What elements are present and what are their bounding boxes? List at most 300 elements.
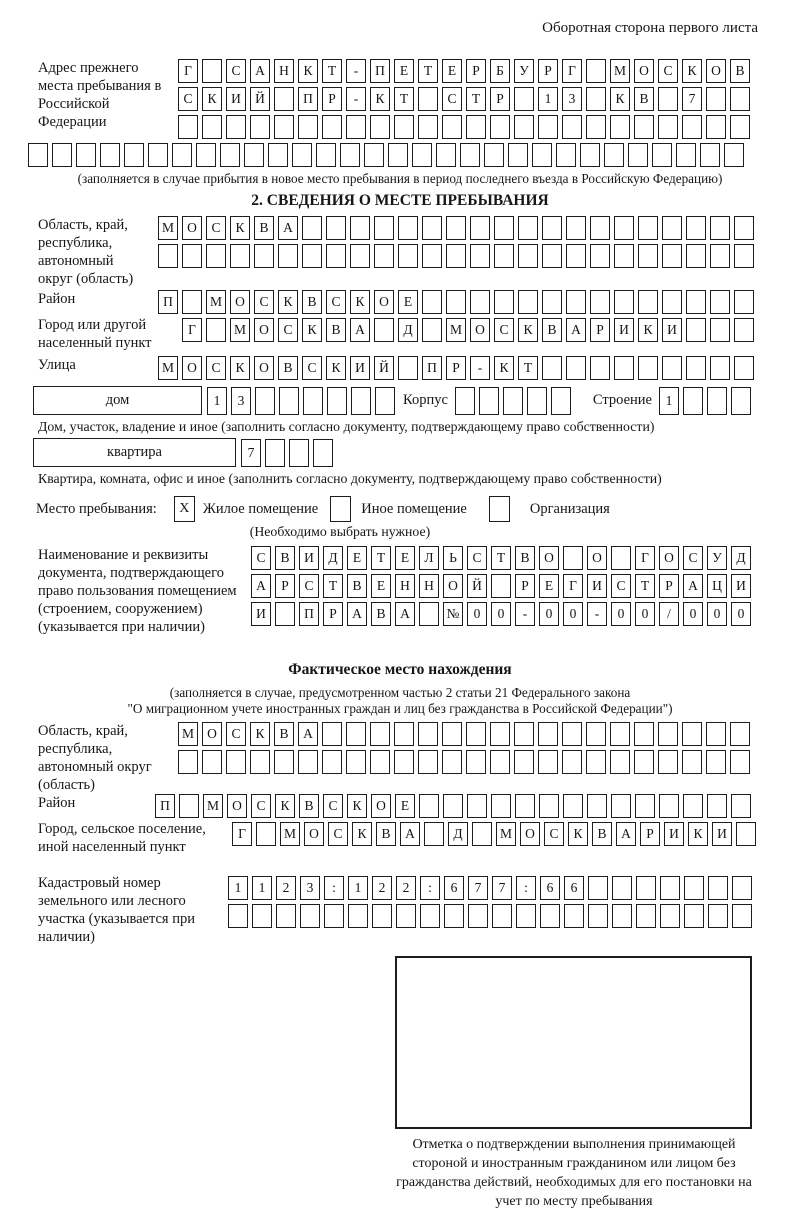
char-cell [468,904,488,928]
char-cell: А [251,574,271,598]
char-cell: У [707,546,727,570]
stay-street-group [0,356,800,380]
char-cell [179,794,199,818]
char-cell: М [178,722,198,746]
char-cell: 3 [562,87,582,111]
char-cell: О [254,318,274,342]
house-box-label: дом [33,386,202,415]
char-cell: С [226,59,246,83]
char-cell [682,750,702,774]
char-cell: О [587,546,607,570]
char-cell [374,244,394,268]
char-cell [422,244,442,268]
char-cell: Г [635,546,655,570]
char-cell [298,750,318,774]
char-cell [303,387,323,415]
checkbox-other-premises [330,496,351,522]
char-cell [250,115,270,139]
char-cell: К [610,87,630,111]
char-cell [274,87,294,111]
stay-type-option-organization: Организация [529,500,610,517]
char-cell: Т [418,59,438,83]
char-cell [420,904,440,928]
char-cell [346,750,366,774]
char-cell [638,356,658,380]
char-cell: М [280,822,300,846]
char-cell: В [634,87,654,111]
char-cell [612,876,632,900]
char-cell [710,216,730,240]
char-cell [494,290,514,314]
char-cell: С [178,87,198,111]
char-cell: А [250,59,270,83]
char-cell: И [662,318,682,342]
char-cell [540,904,560,928]
stay-city-label: Город или другой населенный пункт [38,317,152,351]
char-cell: 0 [467,602,487,626]
char-cell: 1 [228,876,248,900]
char-cell [182,244,202,268]
char-cell: - [346,87,366,111]
char-cell: С [251,794,271,818]
char-cell [492,904,512,928]
char-cell [700,143,720,167]
page-side-note: Оборотная сторона первого листа [542,20,758,36]
char-cell: С [467,546,487,570]
char-cell: : [324,876,344,900]
char-cell [196,143,216,167]
char-cell [418,87,438,111]
stay-type-label: Место пребывания: [36,500,157,517]
char-cell [424,822,444,846]
char-cell [490,115,510,139]
char-cell: Д [731,546,751,570]
char-cell: М [610,59,630,83]
char-cell: М [230,318,250,342]
char-cell [346,115,366,139]
char-cell [515,794,535,818]
char-cell: № [443,602,463,626]
char-cell: А [566,318,586,342]
char-cell: В [542,318,562,342]
fact-district-label: Район [38,795,76,811]
checkbox-organization [489,496,510,522]
fact-region-group [0,722,800,794]
char-cell [580,143,600,167]
char-cell [250,750,270,774]
char-cell [278,244,298,268]
char-cell [590,356,610,380]
char-cell: О [539,546,559,570]
char-cell: 7 [682,87,702,111]
char-cell [346,722,366,746]
char-cell: К [352,822,372,846]
char-cell [372,904,392,928]
char-cell [586,59,606,83]
char-cell: - [515,602,535,626]
char-cell: Г [178,59,198,83]
checkbox-residential: X [174,496,195,522]
char-cell [662,244,682,268]
char-cell: 6 [564,876,584,900]
char-cell: П [299,602,319,626]
char-cell: П [155,794,175,818]
char-cell [659,794,679,818]
char-cell: Р [323,602,343,626]
korpus-label: Корпус [403,392,448,408]
char-cell [734,290,754,314]
char-cell: 1 [659,387,679,415]
char-cell: В [278,356,298,380]
char-cell [586,722,606,746]
char-cell [518,290,538,314]
char-cell: М [158,216,178,240]
char-cell: О [659,546,679,570]
fact-city-row [232,822,800,846]
confirmation-mark-box [395,956,752,1129]
char-cell [708,904,728,928]
char-cell: Й [250,87,270,111]
char-cell: Т [466,87,486,111]
char-cell [490,750,510,774]
char-cell: Н [395,574,415,598]
char-cell [562,750,582,774]
char-cell [100,143,120,167]
stay-district-row [158,290,800,314]
char-cell: О [230,290,250,314]
char-cell [662,356,682,380]
char-cell [422,216,442,240]
previous-address-row-3 [178,115,800,139]
char-cell [470,216,490,240]
char-cell [686,318,706,342]
stay-type-note: (Необходимо выбрать нужное) [249,524,431,539]
char-cell [220,143,240,167]
char-cell: О [634,59,654,83]
char-cell: О [304,822,324,846]
char-cell: 3 [300,876,320,900]
char-cell: К [688,822,708,846]
char-cell [710,318,730,342]
char-cell: Р [590,318,610,342]
char-cell [514,115,534,139]
char-cell [518,244,538,268]
char-cell: Т [491,546,511,570]
char-cell [686,356,706,380]
char-cell [76,143,96,167]
char-cell: 1 [207,387,227,415]
char-cell: С [206,356,226,380]
char-cell: Р [466,59,486,83]
char-cell [527,387,547,415]
char-cell: 7 [468,876,488,900]
char-cell [730,750,750,774]
char-cell [226,115,246,139]
char-cell: Д [398,318,418,342]
char-cell: С [251,546,271,570]
char-cell [446,290,466,314]
char-cell [322,115,342,139]
char-cell [684,876,704,900]
char-cell: 6 [444,876,464,900]
previous-address-row-1 [178,59,800,83]
char-cell: И [587,574,607,598]
cadastre-row-1 [228,876,800,900]
char-cell [279,387,299,415]
char-cell [289,439,309,467]
char-cell: С [206,216,226,240]
char-cell: К [347,794,367,818]
char-cell: 1 [538,87,558,111]
char-cell [652,143,672,167]
char-cell [734,244,754,268]
previous-address-label: Адрес прежнего места пребывания в Российской Федерации [38,60,162,130]
fact-city-group [0,822,800,862]
char-cell [388,143,408,167]
char-cell [394,750,414,774]
char-cell [202,59,222,83]
char-cell [28,143,48,167]
char-cell [446,244,466,268]
char-cell [508,143,528,167]
stay-region-row-2 [158,244,800,268]
char-cell [684,904,704,928]
char-cell [542,290,562,314]
char-cell: С [328,822,348,846]
char-cell [686,290,706,314]
char-cell: Т [323,574,343,598]
char-cell [351,387,371,415]
char-cell [538,750,558,774]
char-cell: - [587,602,607,626]
char-cell: С [254,290,274,314]
char-cell: Р [446,356,466,380]
char-cell [683,794,703,818]
char-cell [731,794,751,818]
char-cell [611,546,631,570]
char-cell: И [251,602,271,626]
fact-title: Фактическое место нахождения [288,661,512,678]
char-cell [375,387,395,415]
char-cell: В [592,822,612,846]
stay-type-option-residential: Жилое помещение [202,500,319,517]
char-cell: Е [371,574,391,598]
char-cell [706,87,726,111]
char-cell [370,115,390,139]
char-cell [398,216,418,240]
char-cell [682,722,702,746]
char-cell [226,750,246,774]
char-cell [327,387,347,415]
char-cell [466,750,486,774]
char-cell: 0 [539,602,559,626]
char-cell [514,87,534,111]
char-cell: К [682,59,702,83]
char-cell: Р [538,59,558,83]
char-cell [350,244,370,268]
char-cell [460,143,480,167]
fact-city-label: Город, сельское поселение, иной населенный пункт [38,821,206,855]
char-cell [682,115,702,139]
char-cell [313,439,333,467]
char-cell [455,387,475,415]
char-cell [612,904,632,928]
char-cell: А [616,822,636,846]
char-cell: К [518,318,538,342]
char-cell: С [326,290,346,314]
char-cell: 0 [563,602,583,626]
char-cell [370,750,390,774]
char-cell: Т [371,546,391,570]
char-cell [538,722,558,746]
char-cell: В [376,822,396,846]
char-cell [736,822,756,846]
char-cell [444,904,464,928]
char-cell: Д [448,822,468,846]
char-cell [158,244,178,268]
char-cell [466,722,486,746]
char-cell [412,143,432,167]
char-cell [532,143,552,167]
char-cell: Д [323,546,343,570]
char-cell [731,387,751,415]
char-cell [364,143,384,167]
char-cell [707,387,727,415]
char-cell [491,794,511,818]
char-cell [514,722,534,746]
char-cell [442,750,462,774]
char-cell [265,439,285,467]
char-cell: Р [275,574,295,598]
char-cell [394,722,414,746]
char-cell: А [278,216,298,240]
apartment-box-label: квартира [33,438,236,467]
char-cell [686,216,706,240]
char-cell: 7 [241,439,261,467]
char-cell: Н [419,574,439,598]
char-cell [244,143,264,167]
char-cell: П [298,87,318,111]
char-cell [148,143,168,167]
char-cell [586,115,606,139]
char-cell: С [442,87,462,111]
char-cell: О [227,794,247,818]
char-cell [562,115,582,139]
char-cell: - [470,356,490,380]
char-cell [542,244,562,268]
char-cell [590,216,610,240]
char-cell: И [226,87,246,111]
char-cell [466,115,486,139]
char-cell: 0 [707,602,727,626]
char-cell: И [299,546,319,570]
char-cell: 3 [231,387,251,415]
char-cell [636,904,656,928]
stroenie-cells [659,387,755,415]
char-cell [638,290,658,314]
char-cell [418,750,438,774]
char-cell [443,794,463,818]
char-cell: В [275,546,295,570]
char-cell: М [446,318,466,342]
char-cell: 2 [396,876,416,900]
char-cell [706,722,726,746]
char-cell: С [299,574,319,598]
fact-region-row-2 [178,750,800,774]
char-cell: В [326,318,346,342]
char-cell [614,290,634,314]
char-cell [124,143,144,167]
char-cell [566,356,586,380]
char-cell: Е [395,546,415,570]
char-cell: С [683,546,703,570]
char-cell [516,904,536,928]
char-cell [254,244,274,268]
char-cell [634,722,654,746]
char-cell: Й [374,356,394,380]
char-cell: Л [419,546,439,570]
apartment-row [33,438,800,467]
char-cell [614,216,634,240]
char-cell [350,216,370,240]
char-cell [206,244,226,268]
char-cell: И [712,822,732,846]
char-cell [658,750,678,774]
previous-address-note: (заполняется в случае прибытия в новое место пребывания в период последнего въезда в Российскую Федерацию) [77,171,723,186]
char-cell: А [298,722,318,746]
document-row-2 [251,574,800,598]
char-cell: А [683,574,703,598]
char-cell: К [275,794,295,818]
char-cell [494,216,514,240]
char-cell [542,216,562,240]
char-cell [662,216,682,240]
char-cell [422,318,442,342]
char-cell: О [470,318,490,342]
char-cell [52,143,72,167]
char-cell: 0 [635,602,655,626]
char-cell: Р [322,87,342,111]
stay-street-row [158,356,800,380]
cadastre-row-2 [228,904,800,928]
char-cell: В [371,602,391,626]
char-cell: И [350,356,370,380]
char-cell [442,722,462,746]
char-cell: В [730,59,750,83]
char-cell [182,290,202,314]
char-cell: Е [442,59,462,83]
char-cell [590,244,610,268]
char-cell [539,794,559,818]
document-row-1 [251,546,800,570]
char-cell [588,876,608,900]
char-cell: К [230,356,250,380]
char-cell: К [638,318,658,342]
char-cell [563,546,583,570]
char-cell [566,244,586,268]
char-cell: П [158,290,178,314]
char-cell [662,290,682,314]
char-cell [268,143,288,167]
char-cell: О [520,822,540,846]
stay-street-label: Улица [38,357,76,373]
char-cell [563,794,583,818]
char-cell: С [611,574,631,598]
char-cell [398,356,418,380]
house-note: Дом, участок, владение и иное (заполнить согласно документу, подтверждающему право собственности) [38,419,655,434]
char-cell: К [494,356,514,380]
char-cell: О [182,356,202,380]
